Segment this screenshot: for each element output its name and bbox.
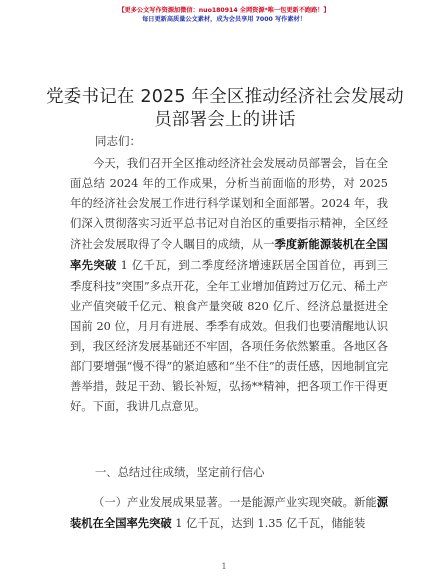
paragraph-industry-text-1: （一）产业发展成果显著。一是能源产业实现突破。新能 (93, 496, 377, 509)
page-number: 1 (221, 562, 227, 571)
document-title: 党委书记在 2025 年全区推动经济社会发展动员部署会上的讲话 (46, 87, 404, 130)
paragraph-intro-text-2: 1 亿千瓦，到二季度经济增速跃居全国首位，再到三季度科技“突围”多点开花，全年工业增加值跨过万亿元、稀土产业产值突破千亿元、粮食产量突破 820 亿斤、经济总量挺进全国前 20 位，月月有进展、季季有成效。但我们也要清醒地认识到，我区经济发展基础还不牢固，各项任务依然繁重。各地区各部门要增强“慢不得”的紧迫感和“坐不住”的责任感，因地制宜完善举措，鼓足干劲、锻长补短，弘扬**精神，把各项工作干得更好。下面，我讲几点意见。 (70, 259, 388, 414)
paragraph-industry-text-2: 1 亿千瓦，达到 1.35 亿千瓦，储能装 (171, 517, 366, 531)
paragraph-intro-bold: 季度新能源装机在全国率先突破 (70, 237, 388, 273)
paragraph-industry (70, 492, 388, 534)
promo-line-2: 每日更新高质量公文素材，成为会员享用 7000 写作素材！ (142, 16, 306, 23)
promo-line-1: 【更多公文写作资源加微信：nuo180914 全网资源*唯一包更新不跑路！】 (118, 7, 330, 14)
salutation: 同志们： (95, 134, 141, 148)
paragraph-intro-text-1: 今天，我们召开全区推动经济社会发展动员部署会，旨在全面总结 2024 年的工作成果，分析当前面临的形势，对 2025 年的经济社会发展工作进行科学谋划和全面部署。2024 年，我们深入贯彻落实习近平总书记对自治区的重要指示精神，全区经济社会发展取得了令人瞩目的成绩，从一 (70, 157, 388, 252)
section-heading-1: 一、总结过往成绩，坚定前行信心 (95, 466, 265, 479)
paragraph-intro (70, 154, 388, 417)
paragraph-industry-bold: 源装机在全国率先突破 (70, 495, 388, 531)
promo-banner (0, 6, 448, 24)
